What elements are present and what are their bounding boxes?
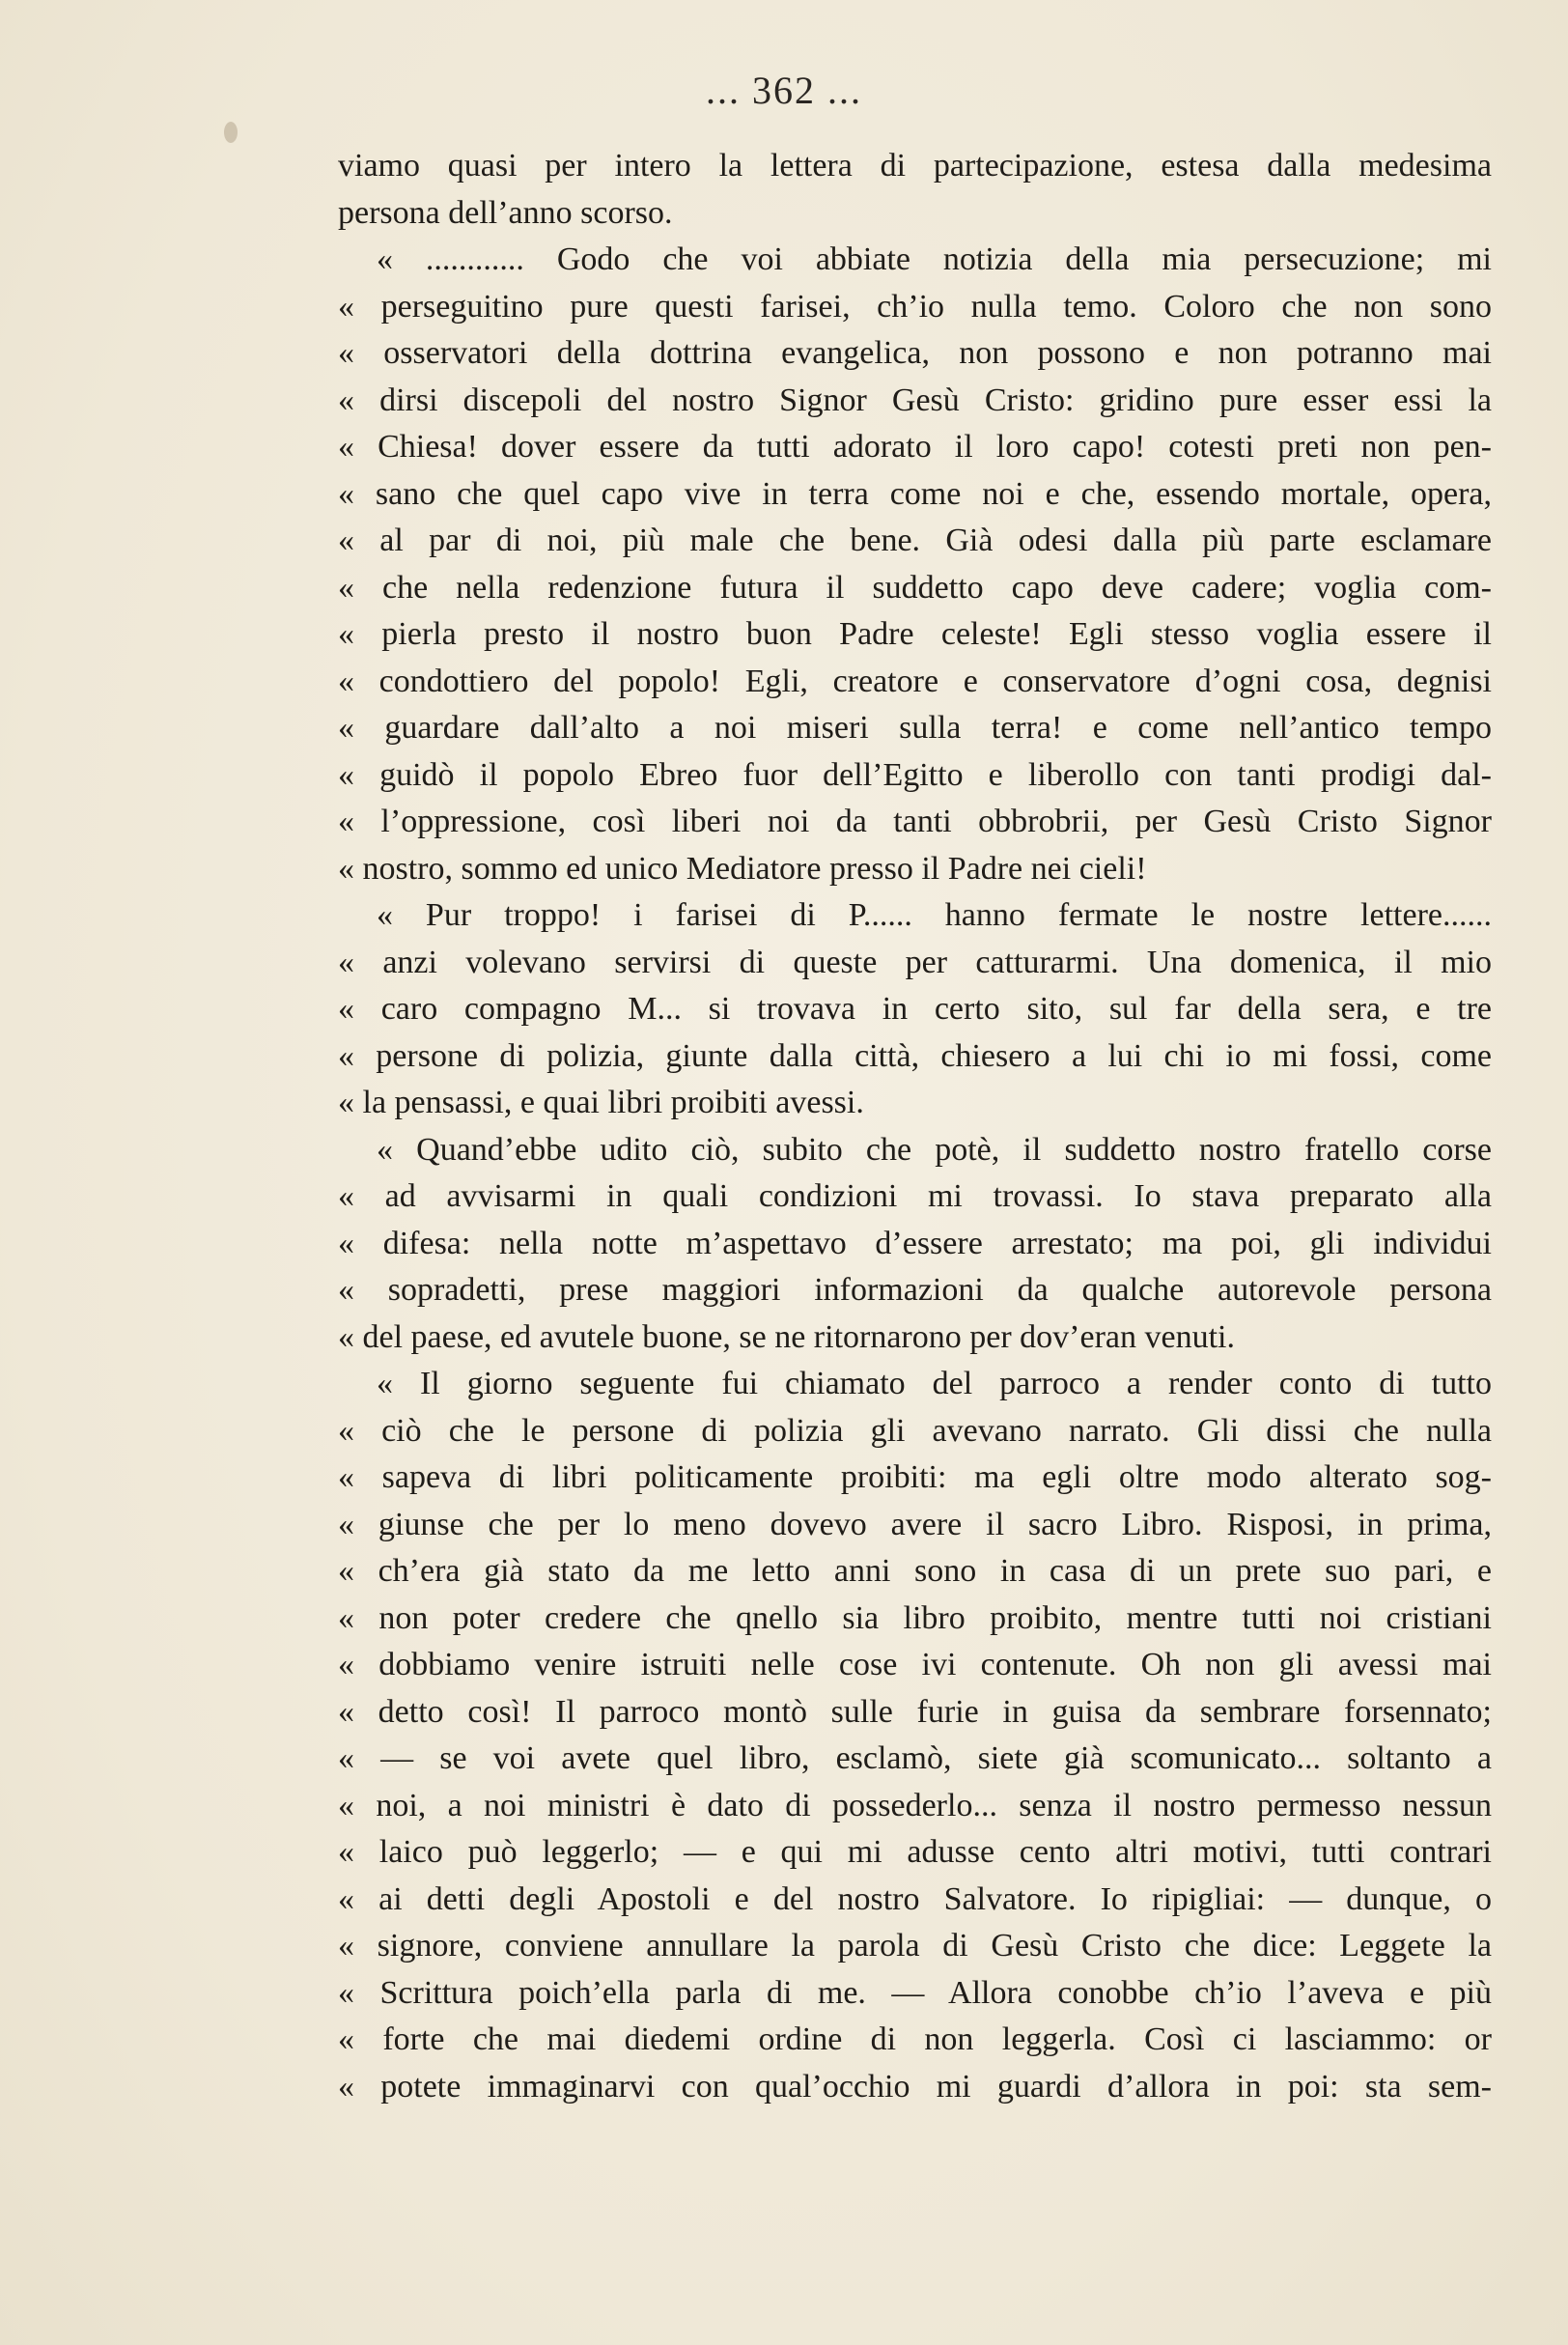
text-line: « condottiero del popolo! Egli, creatore e conservatore d’ogni cosa, degnisi	[338, 663, 1492, 699]
text-line: « ciò che le persone di polizia gli avevano narrato. Gli dissi che nulla	[338, 1412, 1492, 1449]
text-line: « signore, conviene annullare la parola di Gesù Cristo che dice: Leggete la	[338, 1928, 1492, 1964]
text-line: « sapeva di libri politicamente proibiti: ma egli oltre modo alterato sog-	[338, 1459, 1492, 1495]
text-line: « giunse che per lo meno dovevo avere il sacro Libro. Risposi, in prima,	[338, 1506, 1492, 1542]
text-line: « Il giorno seguente fui chiamato del parroco a render conto di tutto	[377, 1366, 1492, 1401]
body-text	[338, 143, 1492, 2110]
text-line: « difesa: nella notte m’aspettavo d’essere arrestato; ma poi, gli individui	[338, 1225, 1492, 1261]
text-line: « ch’era già stato da me letto anni sono in casa di un prete suo pari, e	[338, 1553, 1492, 1589]
text-line: « detto così! Il parroco montò sulle furie in guisa da sembrare forsennato;	[338, 1693, 1492, 1730]
text-line: « sopradetti, prese maggiori informazioni da qualche autorevole persona	[338, 1272, 1492, 1308]
text-line: « forte che mai diedemi ordine di non leggerla. Così ci lasciammo: or	[338, 2021, 1492, 2057]
text-line: « dirsi discepoli del nostro Signor Gesù Cristo: gridino pure esser essi la	[338, 381, 1492, 418]
text-line: « — se voi avete quel libro, esclamò, siete già scomunicato... soltanto a	[338, 1740, 1492, 1776]
text-line: « ............ Godo che voi abbiate notizia della mia persecuzione; mi	[377, 241, 1492, 277]
text-line: « nostro, sommo ed unico Mediatore presso il Padre nei cieli!	[338, 850, 1147, 887]
text-line: « perseguitino pure questi farisei, ch’io nulla temo. Coloro che non sono	[338, 288, 1492, 325]
text-line: « l’oppressione, così liberi noi da tanti obbrobrii, per Gesù Cristo Signor	[338, 804, 1492, 839]
text-line: « noi, a noi ministri è dato di possederlo... senza il nostro permesso nessun	[338, 1787, 1492, 1823]
text-line: « anzi volevano servirsi di queste per catturarmi. Una domenica, il mio	[338, 944, 1492, 980]
text-line: « guardare dall’alto a noi miseri sulla terra! e come nell’antico tempo	[338, 710, 1492, 746]
text-line: « persone di polizia, giunte dalla città, chiesero a lui chi io mi fossi, come	[338, 1037, 1492, 1074]
text-line: « del paese, ed avutele buone, se ne ritornarono per dov’eran venuti.	[338, 1318, 1235, 1355]
text-line: « Chiesa! dover essere da tutti adorato il loro capo! cotesti preti non pen-	[338, 429, 1492, 465]
text-line: « ad avvisarmi in quali condizioni mi trovassi. Io stava preparato alla	[338, 1178, 1492, 1214]
text-line: « Quand’ebbe udito ciò, subito che potè, il suddetto nostro fratello corse	[377, 1131, 1492, 1168]
paper-stain	[224, 122, 238, 143]
text-line: « pierla presto il nostro buon Padre celeste! Egli stesso voglia essere il	[338, 616, 1492, 652]
text-line: « non poter credere che qnello sia libro proibito, mentre tutti noi cristiani	[338, 1599, 1492, 1636]
text-line: viamo quasi per intero la lettera di partecipazione, estesa dalla medesima	[338, 148, 1492, 184]
text-line: « la pensassi, e quai libri proibiti avessi.	[338, 1085, 864, 1120]
text-line: « potete immaginarvi con qual’occhio mi guardi d’allora in poi: sta sem-	[338, 2068, 1492, 2105]
text-line: « che nella redenzione futura il suddetto capo deve cadere; voglia com-	[338, 569, 1492, 606]
text-line: « Pur troppo! i farisei di P...... hanno fermate le nostre lettere......	[377, 897, 1492, 933]
text-line: « al par di noi, più male che bene. Già odesi dalla più parte esclamare	[338, 523, 1492, 558]
text-line: « sano che quel capo vive in terra come noi e che, essendo mortale, opera,	[338, 475, 1492, 512]
page-number: ... 362 ...	[706, 69, 862, 112]
text-line: « caro compagno M... si trovava in certo sito, sul far della sera, e tre	[338, 991, 1492, 1027]
text-line: « Scrittura poich’ella parla di me. — Allora conobbe ch’io l’aveva e più	[338, 1974, 1492, 2011]
text-line: « guidò il popolo Ebreo fuor dell’Egitto e liberollo con tanti prodigi dal-	[338, 756, 1492, 793]
text-line: « laico può leggerlo; — e qui mi adusse cento altri motivi, tutti contrari	[338, 1834, 1492, 1870]
text-line: « ai detti degli Apostoli e del nostro Salvatore. Io ripigliai: — dunque, o	[338, 1880, 1492, 1917]
text-line: persona dell’anno scorso.	[338, 194, 673, 231]
text-line: « osservatori della dottrina evangelica, non possono e non potranno mai	[338, 335, 1492, 371]
text-line: « dobbiamo venire istruiti nelle cose ivi contenute. Oh non gli avessi mai	[338, 1647, 1492, 1682]
